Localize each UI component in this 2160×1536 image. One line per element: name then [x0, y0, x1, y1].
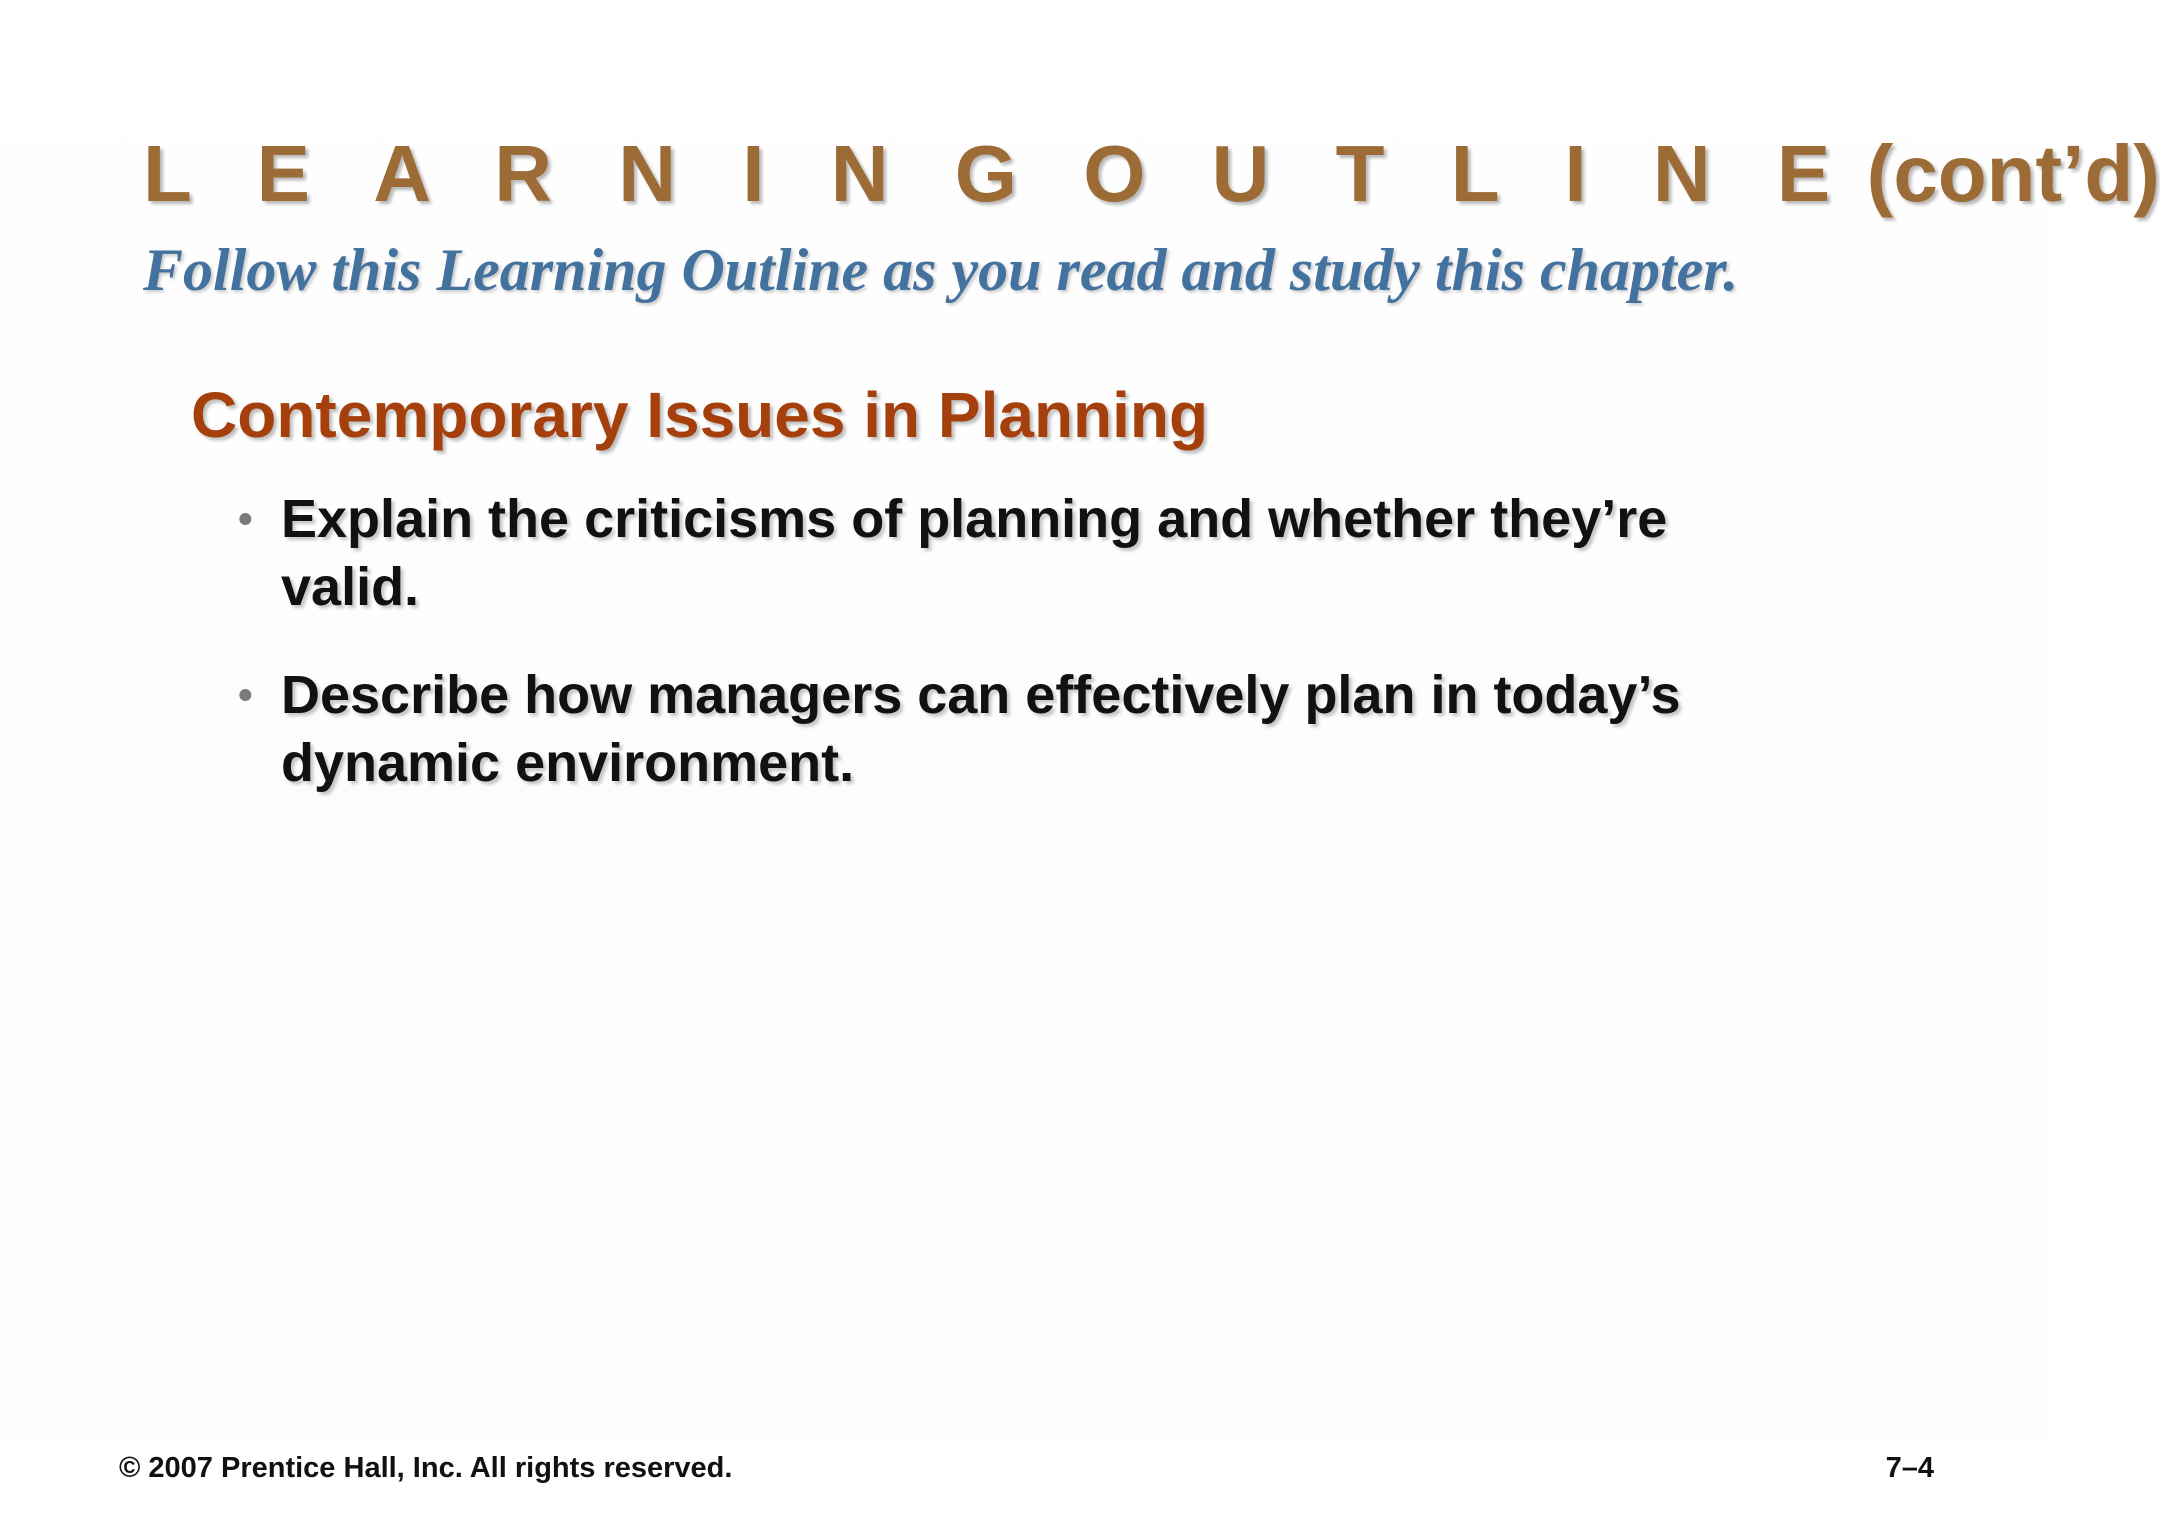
bullet-item [238, 485, 1798, 621]
bullet-text: Explain the criticisms of planning and whether they’re valid. [281, 489, 1668, 617]
bullet-list [238, 485, 1798, 837]
section-heading: Contemporary Issues in Planning [191, 379, 1209, 451]
slide-title-suffix: (cont’d) [1866, 129, 2160, 218]
slide-title-main: L E A R N I N G O U T L I N E [143, 129, 1853, 218]
slide-title [143, 128, 2160, 220]
bullet-marker: • [238, 671, 253, 718]
bullet-marker: • [238, 495, 253, 542]
bullet-item [238, 661, 1798, 797]
footer-page-number: 7–4 [1885, 1452, 1934, 1484]
bullet-text: Describe how managers can effectively plan in today’s dynamic environment. [281, 665, 1681, 793]
slide-subtitle: Follow this Learning Outline as you read and study this chapter. [143, 237, 1739, 303]
footer-copyright: © 2007 Prentice Hall, Inc. All rights reserved. [119, 1452, 733, 1484]
